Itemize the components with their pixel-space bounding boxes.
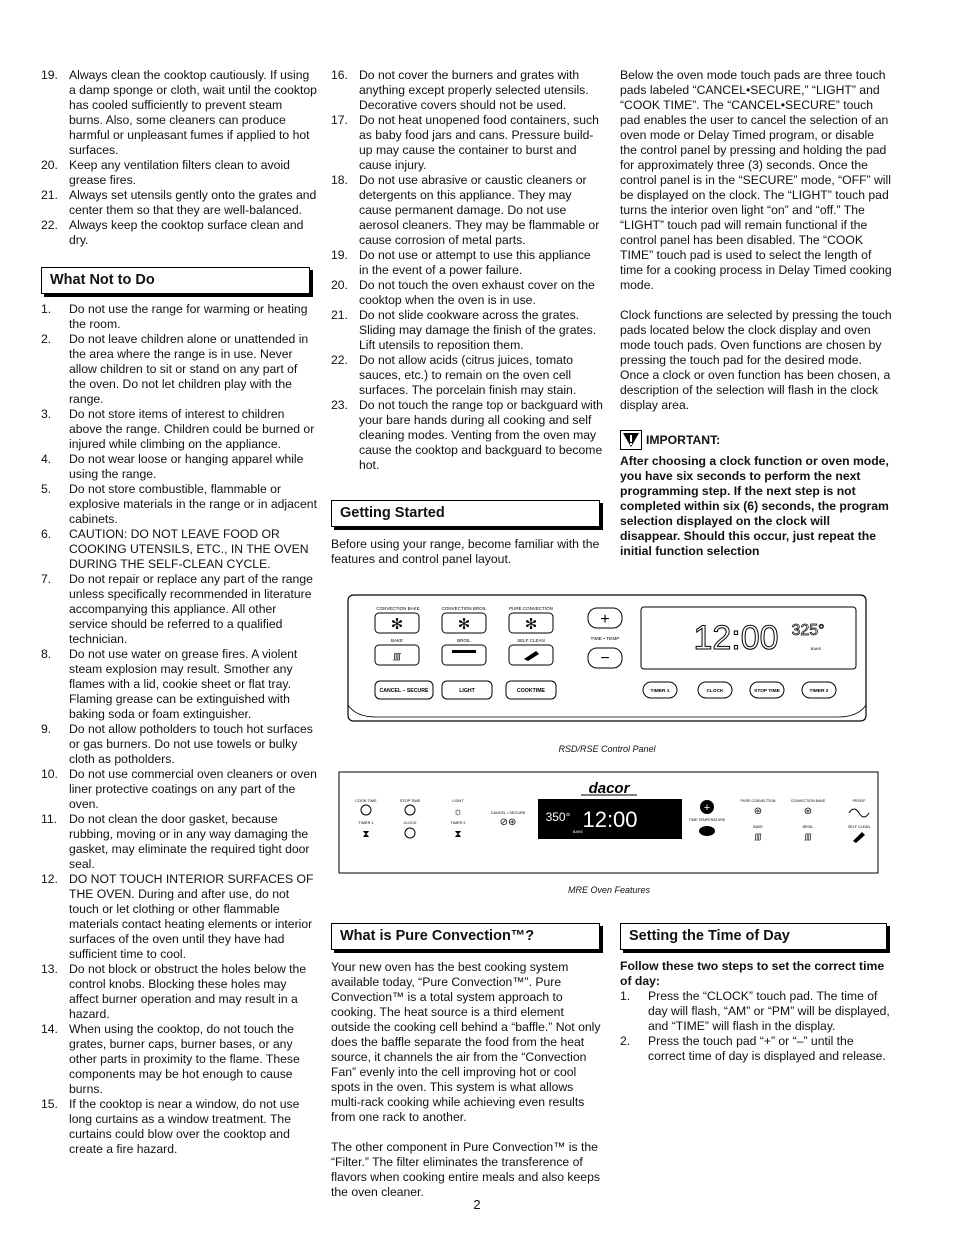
important-header: IMPORTANT: [620,430,892,450]
pure-convection-para1: Your new oven has the best cooking system available today, “Pure Convection™”. Pure Convection™ is a total system approach to cooking. The heat source is a third element outside the cooking cell behind a “baffle.” Not only does the baffle separate the food from the heat source, it channels the air from the “Convection Fan” evenly into the cell improving hot or cool spots in the oven. This system is what allows multi-rack cooking while achieving even results from one rack to another. [331,960,601,1124]
list-item: 22. Always keep the cooktop surface clean and dry. [41,218,304,247]
broil-icon [452,650,476,653]
rsd-rse-control-panel [346,593,868,723]
time-of-day-intro: Follow these two steps to set the correct time of day: [620,959,885,988]
light-label: LIGHT [452,799,464,803]
important-text: After choosing a clock function or oven mode, you have six seconds to perform the next programming step. If the next step is not completed within six (6) seconds, the program selection displayed on the clock will disappear. Should this occur, just repeat the initial function selection [620,454,889,558]
list-item: 7. Do not repair or replace any part of the range unless specifically recommended in literature accompanying this appliance. All other service should be referred to a qualified technician. [41,572,313,646]
bake-label: BAKE [753,825,763,829]
list-item: 4. Do not wear loose or hanging apparel while using the range. [41,452,304,481]
cancel-secure-icon[interactable]: ⊘⊛ [499,817,517,828]
mre-oven-panel [338,771,880,875]
fan-icon: ✻ [524,616,538,633]
broil-label: BROIL [457,638,471,643]
hourglass-icon[interactable]: ⧗ [454,829,462,840]
conv-bake-label: CONVECTION BAKE [376,606,420,611]
conv-bake-label: CONVECTION BAKE [790,799,826,803]
list-item: 3. Do not store items of interest to children above the range. Children could be burned or injured while climbing on the appliance. [41,407,315,451]
heading-getting-started: Getting Started [331,500,600,527]
heading-setting-time: Setting the Time of Day [620,923,887,950]
list-item: 19. Do not use or attempt to use this appliance in the event of a power failure. [331,248,591,277]
plus-icon: + [703,802,711,814]
pure-convection-para2: The other component in Pure Convection™ is the “Filter.” The filter eliminates the transference of flavors when cooking entire meals and also keeps the oven cleaner. [331,1140,600,1199]
list-item: 9. Do not allow potholders to touch hot surfaces or gas burners. Do not use towels or bulky cloth as potholders. [41,722,313,766]
pure-conv-label: PURE CONVECTION [509,606,553,611]
clock-label: CLOCK [403,821,417,825]
page-number: 2 [473,1197,481,1212]
list-item: 21. Do not slide cookware across the grates. Sliding may damage the finish of the grates. Lift utensils to reposition them. [331,308,597,352]
list-items-19-22 [41,68,317,248]
list-item: 11. Do not clean the door gasket, because rubbing, moving or in any way damaging the gasket, may eliminate the required tight door seal. [41,812,310,871]
column-1 [41,68,317,1157]
broil-button[interactable] [442,645,486,665]
list-item: 8. Do not use water on grease fires. A violent steam explosion may result. Smother any flames with a lid, cookie sheet or flat tray. Flaming grease can be extinguished with baking soda or foam extinguisher. [41,647,298,721]
mre-caption: MRE Oven Features [567,885,651,895]
column-3 [620,68,892,559]
time-temperature-label: TIME TEMPERATURE [688,818,726,822]
column-2 [331,68,603,567]
timer1-label: TIMER 1 [650,689,670,694]
cook-time-label: COOK TIME [355,799,377,803]
clock-display-mode: BAKE [810,646,822,651]
heading-pure-convection: What is Pure Convection™? [331,923,600,950]
clock-display-time: 12:00 [693,619,779,657]
bake-icon: ʃʃʃʃ [393,652,401,661]
clock-label: CLOCK [706,689,724,694]
cooktime-label: COOKTIME [517,688,545,694]
clock-display-temp: 325° [791,622,825,639]
light-label: LIGHT [459,688,475,694]
fan-icon: ✻ [390,616,404,633]
list-item: 20. Keep any ventilation filters clean to avoid grease fires. [41,158,290,187]
plus-icon: + [600,611,610,628]
cancel-secure-label: CANCEL • SECURE [490,811,526,815]
list-item: 6. CAUTION: DO NOT LEAVE FOOD OR COOKING UTENSILS, ETC., IN THE OVEN DURING THE SELF-CLEAN CYCLE. [41,527,309,571]
list-item: 5. Do not store combustible, flammable or explosive materials in the range or in adjacent cabinets. [41,482,317,526]
list-items-16-23 [331,68,603,473]
self-clean-label: SELF CLEAN [848,825,870,829]
timer2-label: TIMER 2 [450,821,466,825]
important-callout [620,430,892,559]
clock-functions-paragraph: Clock functions are selected by pressing the touch pads located below the clock display and oven mode touch pads. Oven functions are chosen by pressing the touch pad for the desired mode. Once a clock or oven function has been chosen, a description of the selection will flash in the clock display area. [620,308,892,412]
list-item: 23. Do not touch the range top or backguard with your bare hands during all cooking and self cleaning modes. Venting from the oven may cause the cooktop and backguard to become hot. [331,398,603,472]
list-item: 15. If the cooktop is near a window, do not use long curtains as a window treatment. The curtains could blow over the cooktop and create a fire hazard. [41,1097,300,1156]
list-item: 22. Do not allow acids (citrus juices, tomato sauces, etc.) to remain on the oven cell surfaces. The porcelain finish may stain. [331,353,577,397]
list-item: 16. Do not cover the burners and grates with anything except properly selected utensils. Decorative covers should not be used. [331,68,589,112]
list-item: 14. When using the cooktop, do not touch the grates, burner caps, burner bases, or any other parts in proximity to the flame. These components may be hot enough to cause burns. [41,1022,300,1096]
broil-icon[interactable]: ʃʃʃʃ [804,834,812,841]
getting-started-body: Before using your range, become familiar with the features and control panel layout. [331,537,600,566]
list-item: 21. Always set utensils gently onto the grates and center them so that they are well-balanced. [41,188,317,217]
time-temp-label: TIME • TEMP [590,637,620,642]
proof-label: PROOF [852,799,866,803]
hourglass-icon[interactable]: ⧗ [362,829,370,840]
minus-icon: − [600,650,610,667]
rsd-rse-caption: RSD/RSE Control Panel [558,744,656,754]
stop-time-label: STOP TIME [399,799,421,803]
list-item: 10. Do not use commercial oven cleaners or oven liner protective coatings on any part of the oven. [41,767,317,811]
fan-icon[interactable]: ⊛ [803,806,813,817]
dacor-logo: dacor [588,780,630,797]
pure-conv-label: PURE CONVECTION [740,799,776,803]
time-of-day-section [620,923,892,1064]
time-of-day-steps [620,989,892,1064]
cancel-secure-label: CANCEL – SECURE [379,688,429,694]
heading-what-not-to-do: What Not to Do [41,267,310,294]
fan-icon: ✻ [457,616,471,633]
time-temp-down-button[interactable] [699,826,715,836]
self-clean-label: SELF CLEAN [517,638,545,643]
timer1-label: TIMER 1 [358,821,374,825]
fan-icon[interactable]: ⊛ [753,806,763,817]
list-item: 20. Do not touch the oven exhaust cover on the cooktop when the oven is in use. [331,278,595,307]
display-temp: 350° [545,810,571,824]
list-what-not-to-do [41,302,317,1157]
bake-label: BAKE [390,638,404,643]
list-item: 2. Do not leave children alone or unattended in the area where the range is in use. Never allow children to sit or stand on any part of the oven. Do not let children play with the range. [41,332,309,406]
display-mode: BAKE [572,830,584,834]
display-time: 12:00 [582,807,638,832]
list-item: 12. DO NOT TOUCH INTERIOR SURFACES OF THE OVEN. During and after use, do not touch or let clothing or other flammable materials contact heating elements or interior surfaces of the oven until they have had sufficient time to cool. [41,872,314,961]
pure-convection-section [331,923,603,1200]
list-item: 17. Do not heat unopened food containers, such as baby food jars and cans. Pressure build-up may cause the container to burst and cause injury. [331,113,599,172]
list-item: 2. Press the touch pad “+” or “–” until the correct time of day is displayed and release. [620,1034,886,1063]
stop-time-label: STOP TIME [754,689,780,694]
light-bulb-icon[interactable]: ☼ [452,806,464,818]
warning-icon [620,430,642,450]
broil-label: BROIL [802,825,814,829]
list-item: 1. Press the “CLOCK” touch pad. The time of day will flash, “AM” or “PM” will be displayed, and “TIME” will flash in the display. [620,989,890,1033]
list-item: 19. Always clean the cooktop cautiously. If using a damp sponge or cloth, wait until the cooktop has cooled sufficiently to prevent steam burns. Also, some cleaners can produce harmful or unpleasant fumes if applied to hot surfaces. [41,68,317,157]
list-item: 1. Do not use the range for warming or heating the room. [41,302,308,331]
timer2-label: TIMER 2 [809,689,829,694]
conv-broil-label: CONVECTION BROIL [441,606,487,611]
touch-pads-paragraph: Below the oven mode touch pads are three touch pads labeled “CANCEL•SECURE,” “LIGHT” and “COOK TIME”. The “CANCEL•SECURE” touch pad enables the user to cancel the selection of an oven mode or Delay Timed program, or disable the control panel by pressing and holding the pad for approximately three (3) seconds. Once the control panel is in the “SECURE” mode, “OFF” will be displayed on the clock. The “LIGHT” touch pad turns the interior oven light “on” and “off.” The “LIGHT” touch pad will remain functional if the control panel has been disabled. The “COOK TIME” touch pad is used to select the length of time for a cooking process in Delay Timed cooking mode. [620,68,892,292]
bake-icon[interactable]: ʃʃʃʃ [754,834,762,841]
list-item: 13. Do not block or obstruct the holes below the control knobs. Blocking these holes may affect burner operation and may result in a hazard. [41,962,307,1021]
list-item: 18. Do not use abrasive or caustic cleaners or detergents on this appliance. They may cause permanent damage. Do not use aerosol cleaners. They may be flammable or cause corrosion of metal parts. [331,173,600,247]
